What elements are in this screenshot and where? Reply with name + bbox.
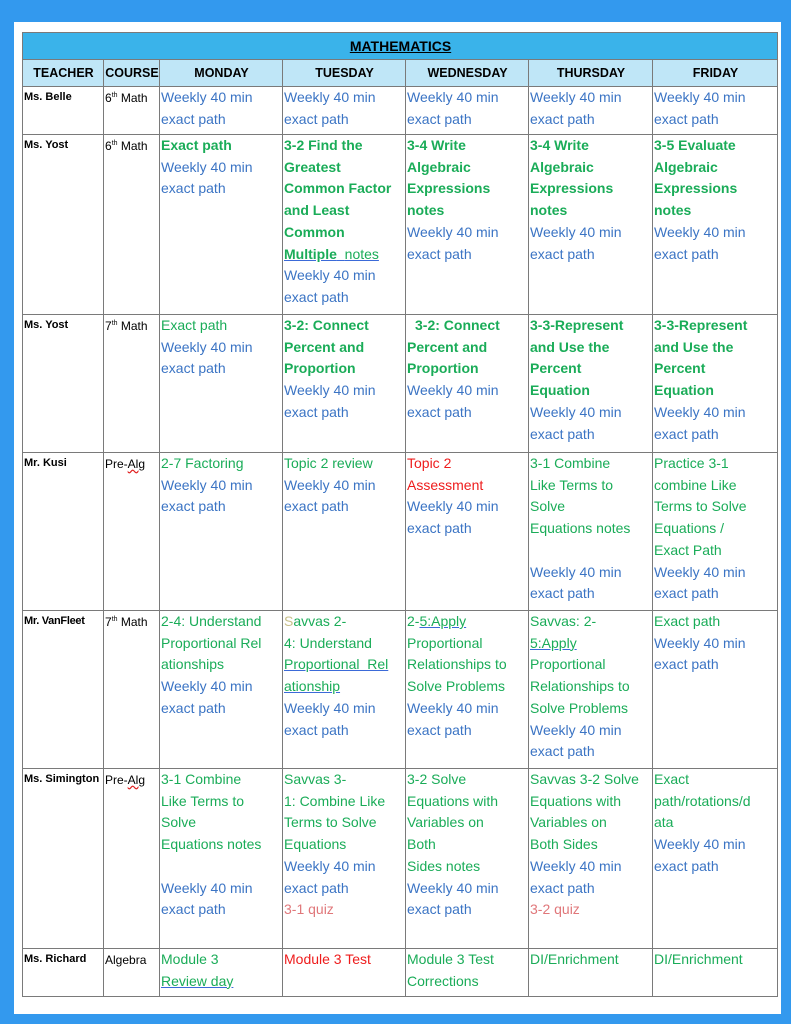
teacher-cell: Ms. Yost	[23, 315, 104, 453]
wednesday-cell: Module 3 Test Corrections	[406, 949, 529, 997]
header-teacher: TEACHER	[23, 60, 104, 87]
schedule-page	[14, 22, 781, 1014]
monday-cell: Exact path Weekly 40 min exact path	[160, 315, 283, 453]
tuesday-cell: Topic 2 review Weekly 40 min exact path	[283, 453, 406, 611]
teacher-cell: Ms. Richard	[23, 949, 104, 997]
header-thursday: THURSDAY	[529, 60, 653, 87]
tuesday-cell: Savvas 3- 1: Combine Like Terms to Solve Equations Weekly 40 min exact path 3-1 quiz	[283, 769, 406, 949]
course-cell: 6th Math	[104, 135, 160, 315]
thursday-cell: Weekly 40 min exact path	[529, 87, 653, 135]
course-cell: 6th Math	[104, 87, 160, 135]
tuesday-cell: 3-2: Connect Percent and Proportion Weekly 40 min exact path	[283, 315, 406, 453]
friday-cell: Practice 3-1 combine Like Terms to Solve Equations / Exact Path Weekly 40 min exact path	[653, 453, 778, 611]
tuesday-cell: Module 3 Test	[283, 949, 406, 997]
course-cell: 7th Math	[104, 315, 160, 453]
teacher-cell: Ms. Belle	[23, 87, 104, 135]
header-monday: MONDAY	[160, 60, 283, 87]
friday-cell: Exact path Weekly 40 min exact path	[653, 611, 778, 769]
friday-cell: 3-5 Evaluate Algebraic Expressions notes Weekly 40 min exact path	[653, 135, 778, 315]
wednesday-cell: 3-4 Write Algebraic Expressions notes Weekly 40 min exact path	[406, 135, 529, 315]
friday-cell: 3-3-Represent and Use the Percent Equation Weekly 40 min exact path	[653, 315, 778, 453]
tuesday-cell: 3-2 Find the Greatest Common Factor and Least Common Multiple notes Weekly 40 min exact path	[283, 135, 406, 315]
table-row	[23, 315, 778, 453]
teacher-cell: Mr. VanFleet	[23, 611, 104, 769]
course-cell: 7th Math	[104, 611, 160, 769]
thursday-cell: 3-4 Write Algebraic Expressions notes Weekly 40 min exact path	[529, 135, 653, 315]
monday-cell: Exact path Weekly 40 min exact path	[160, 135, 283, 315]
table-row	[23, 87, 778, 135]
table-title: MATHEMATICS	[23, 33, 778, 60]
friday-cell: DI/Enrichment	[653, 949, 778, 997]
thursday-cell: Savvas 3-2 Solve Equations with Variables on Both Sides Weekly 40 min exact path 3-2 quiz	[529, 769, 653, 949]
monday-cell: 2-4: Understand Proportional Rel ationships Weekly 40 min exact path	[160, 611, 283, 769]
monday-cell: Module 3 Review day	[160, 949, 283, 997]
table-row	[23, 135, 778, 315]
monday-cell: 2-7 Factoring Weekly 40 min exact path	[160, 453, 283, 611]
teacher-cell: Mr. Kusi	[23, 453, 104, 611]
header-friday: FRIDAY	[653, 60, 778, 87]
header-tuesday: TUESDAY	[283, 60, 406, 87]
table-row	[23, 611, 778, 769]
thursday-cell: Savvas: 2- 5:Apply Proportional Relationships to Solve Problems Weekly 40 min exact path	[529, 611, 653, 769]
wednesday-cell: Weekly 40 min exact path	[406, 87, 529, 135]
header-course: COURSE	[104, 60, 160, 87]
thursday-cell: 3-3-Represent and Use the Percent Equation Weekly 40 min exact path	[529, 315, 653, 453]
tuesday-cell: Savvas 2- 4: Understand Proportional Rel ationship Weekly 40 min exact path	[283, 611, 406, 769]
tuesday-cell: Weekly 40 min exact path	[283, 87, 406, 135]
teacher-cell: Ms. Simington	[23, 769, 104, 949]
header-row	[23, 60, 778, 87]
wednesday-cell: Topic 2 Assessment Weekly 40 min exact path	[406, 453, 529, 611]
teacher-cell: Ms. Yost	[23, 135, 104, 315]
friday-cell: Exact path/rotations/d ata Weekly 40 min exact path	[653, 769, 778, 949]
header-wednesday: WEDNESDAY	[406, 60, 529, 87]
course-cell: Pre-Alg	[104, 453, 160, 611]
table-row	[23, 769, 778, 949]
wednesday-cell: 3-2: Connect Percent and Proportion Weekly 40 min exact path	[406, 315, 529, 453]
thursday-cell: 3-1 Combine Like Terms to Solve Equations notes Weekly 40 min exact path	[529, 453, 653, 611]
monday-cell: Weekly 40 min exact path	[160, 87, 283, 135]
thursday-cell: DI/Enrichment	[529, 949, 653, 997]
schedule-table	[22, 32, 778, 997]
course-cell: Algebra	[104, 949, 160, 997]
table-row	[23, 453, 778, 611]
friday-cell: Weekly 40 min exact path	[653, 87, 778, 135]
course-cell: Pre-Alg	[104, 769, 160, 949]
wednesday-cell: 2-5:Apply Proportional Relationships to Solve Problems Weekly 40 min exact path	[406, 611, 529, 769]
wednesday-cell: 3-2 Solve Equations with Variables on Both Sides notes Weekly 40 min exact path	[406, 769, 529, 949]
table-row	[23, 949, 778, 997]
monday-cell: 3-1 Combine Like Terms to Solve Equations notes Weekly 40 min exact path	[160, 769, 283, 949]
